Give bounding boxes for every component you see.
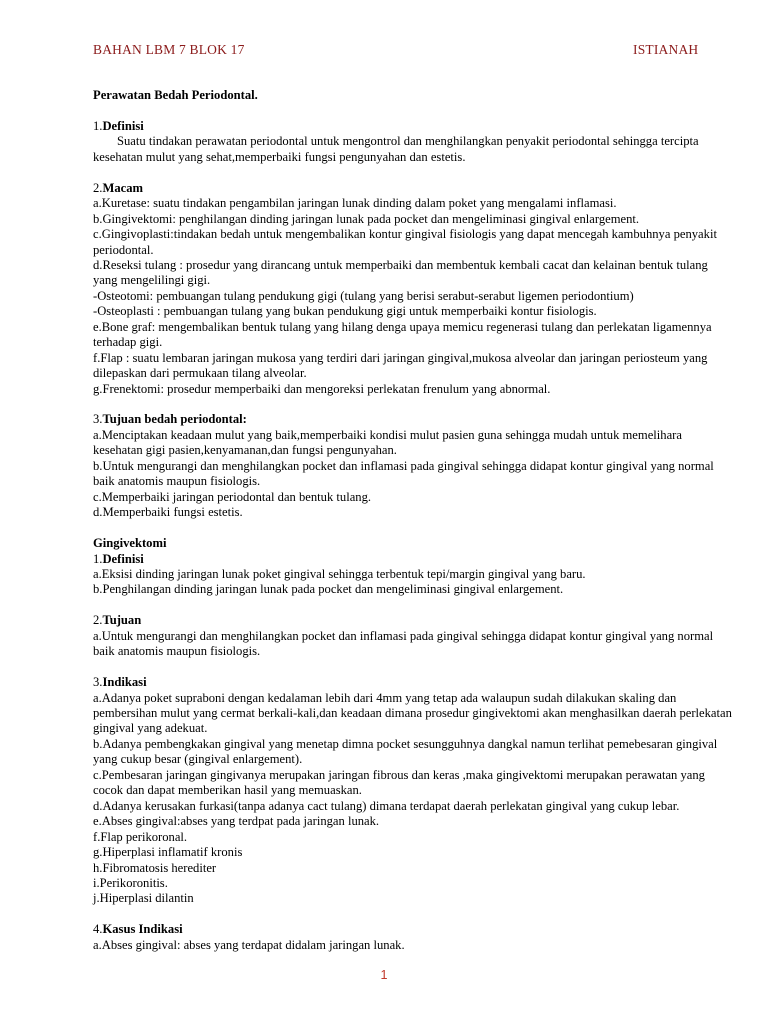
section-definisi-heading: 1.Definisi — [93, 118, 144, 133]
list-item: f.Flap : suatu lembaran jaringan mukosa yang terdiri dari jaringan gingival,mukosa alveolar dan jaringan periosteum yang dilepaskan dari permukaan tilang alveolar. — [93, 350, 708, 381]
list-item: a.Untuk mengurangi dan menghilangkan pocket dan inflamasi pada gingival sehingga didapat kontur gingival yang normal baik anatomis maupun fisiologis. — [93, 628, 714, 659]
section-tujuan-heading: 3.Tujuan bedah periodontal: — [93, 412, 247, 427]
list-item: h.Fibromatosis herediter — [93, 860, 217, 875]
list-item: d.Memperbaiki fungsi estetis. — [93, 505, 243, 520]
section-macam-heading: 2.Macam — [93, 180, 144, 195]
list-item: d.Reseksi tulang : prosedur yang dirancang untuk memperbaiki dan membentuk kembali cacat dan kelainan bentuk tulang yang mengelilingi gigi. — [93, 257, 708, 288]
list-item: b.Untuk mengurangi dan menghilangkan pocket dan inflamasi pada gingival sehingga didapat kontur gingival yang normal baik anatomis maupun fisiologis. — [93, 458, 714, 489]
document-title: Perawatan Bedah Periodontal. — [93, 88, 258, 102]
gingivektomi-indikasi-heading: 3.Indikasi — [93, 675, 147, 690]
list-item: a.Eksisi dinding jaringan lunak poket gingival sehingga terbentuk tepi/margin gingival yang baru. — [93, 566, 586, 581]
list-item: c.Pembesaran jaringan gingivanya merupakan jaringan fibrous dan keras ,maka gingivektomi merupakan perawatan yang cocok dan dapat memberikan hasil yang memuaskan. — [93, 767, 705, 798]
list-item: a.Menciptakan keadaan mulut yang baik,memperbaiki kondisi mulut pasien guna sehingga mudah untuk memelihara kesehatan gigi pasien,kenyamanan,dan fungsi pengunyahan. — [93, 427, 682, 458]
header-left: BAHAN LBM 7 BLOK 17 — [93, 42, 245, 57]
gingivektomi-tujuan-heading: 2.Tujuan — [93, 613, 142, 628]
list-item: b.Gingivektomi: penghilangan dinding jaringan lunak pada pocket dan mengeliminasi gingival enlargement. — [93, 211, 640, 226]
list-item: d.Adanya kerusakan furkasi(tanpa adanya cact tulang) dimana terdapat daerah perlekatan gingival yang cukup lebar. — [93, 798, 680, 813]
list-item: g.Hiperplasi inflamatif kronis — [93, 845, 243, 860]
list-item: a.Adanya poket supraboni dengan kedalaman lebih dari 4mm yang tetap ada walaupun sudah dilakukan skaling dan pembersihan mulut yang cermat berkali-kali,dan keadaan dimana prosedur gingivektomi akan menghasilkan daerah perlekatan gingival yang adekuat. — [93, 690, 732, 736]
page-number: 1 — [380, 968, 388, 982]
list-item: b.Penghilangan dinding jaringan lunak pada pocket dan mengeliminasi gingival enlargement. — [93, 582, 564, 597]
list-item: c.Memperbaiki jaringan periodontal dan bentuk tulang. — [93, 489, 372, 504]
section-definisi-text: Suatu tindakan perawatan periodontal untuk mengontrol dan menghilangkan penyakit periodontal sehingga tercipta kesehatan mulut yang sehat,memperbaiki fungsi pengunyahan dan estetis. — [93, 134, 699, 164]
gingivektomi-title: Gingivektomi — [93, 536, 167, 551]
list-item: j.Hiperplasi dilantin — [93, 891, 194, 906]
list-item: e.Bone graf: mengembalikan bentuk tulang yang hilang denga upaya memicu regenerasi tulang dan perlekatan ligamennya terhadap gigi. — [93, 319, 712, 350]
list-item: i.Perikoronitis. — [93, 876, 168, 891]
list-item: b.Adanya pembengkakan gingival yang menetap dimna pocket sesungguhnya dangkal namun terlihat pemebesaran gingival yang cukup besar (gingival enlargement). — [93, 736, 718, 767]
list-item: a.Abses gingival: abses yang terdapat didalam jaringan lunak. — [93, 937, 405, 952]
list-item: c.Gingivoplasti:tindakan bedah untuk mengembalikan kontur gingival fisiologis yang dapat mencegah kambuhnya penyakit periodontal. — [93, 227, 717, 257]
gingivektomi-kasus-heading: 4.Kasus Indikasi — [93, 922, 183, 937]
document-body — [93, 88, 733, 953]
header-right: ISTIANAH — [633, 42, 699, 57]
list-item: a.Kuretase: suatu tindakan pengambilan jaringan lunak dinding dalam poket yang mengalami inflamasi. — [93, 196, 617, 211]
list-item: -Osteotomi: pembuangan tulang pendukung gigi (tulang yang berisi serabut-serabut ligemen periodontium) — [93, 288, 634, 303]
list-item: -Osteoplasti : pembuangan tulang yang bukan pendukung gigi untuk memperbaiki kontur fisiologis. — [93, 304, 597, 319]
list-item: e.Abses gingival:abses yang terdpat pada jaringan lunak. — [93, 814, 380, 829]
gingivektomi-definisi-heading: 1.Definisi — [93, 551, 144, 566]
list-item: f.Flap perikoronal. — [93, 829, 188, 844]
list-item: g.Frenektomi: prosedur memperbaiki dan mengoreksi perlekatan frenulum yang abnormal. — [93, 381, 551, 396]
